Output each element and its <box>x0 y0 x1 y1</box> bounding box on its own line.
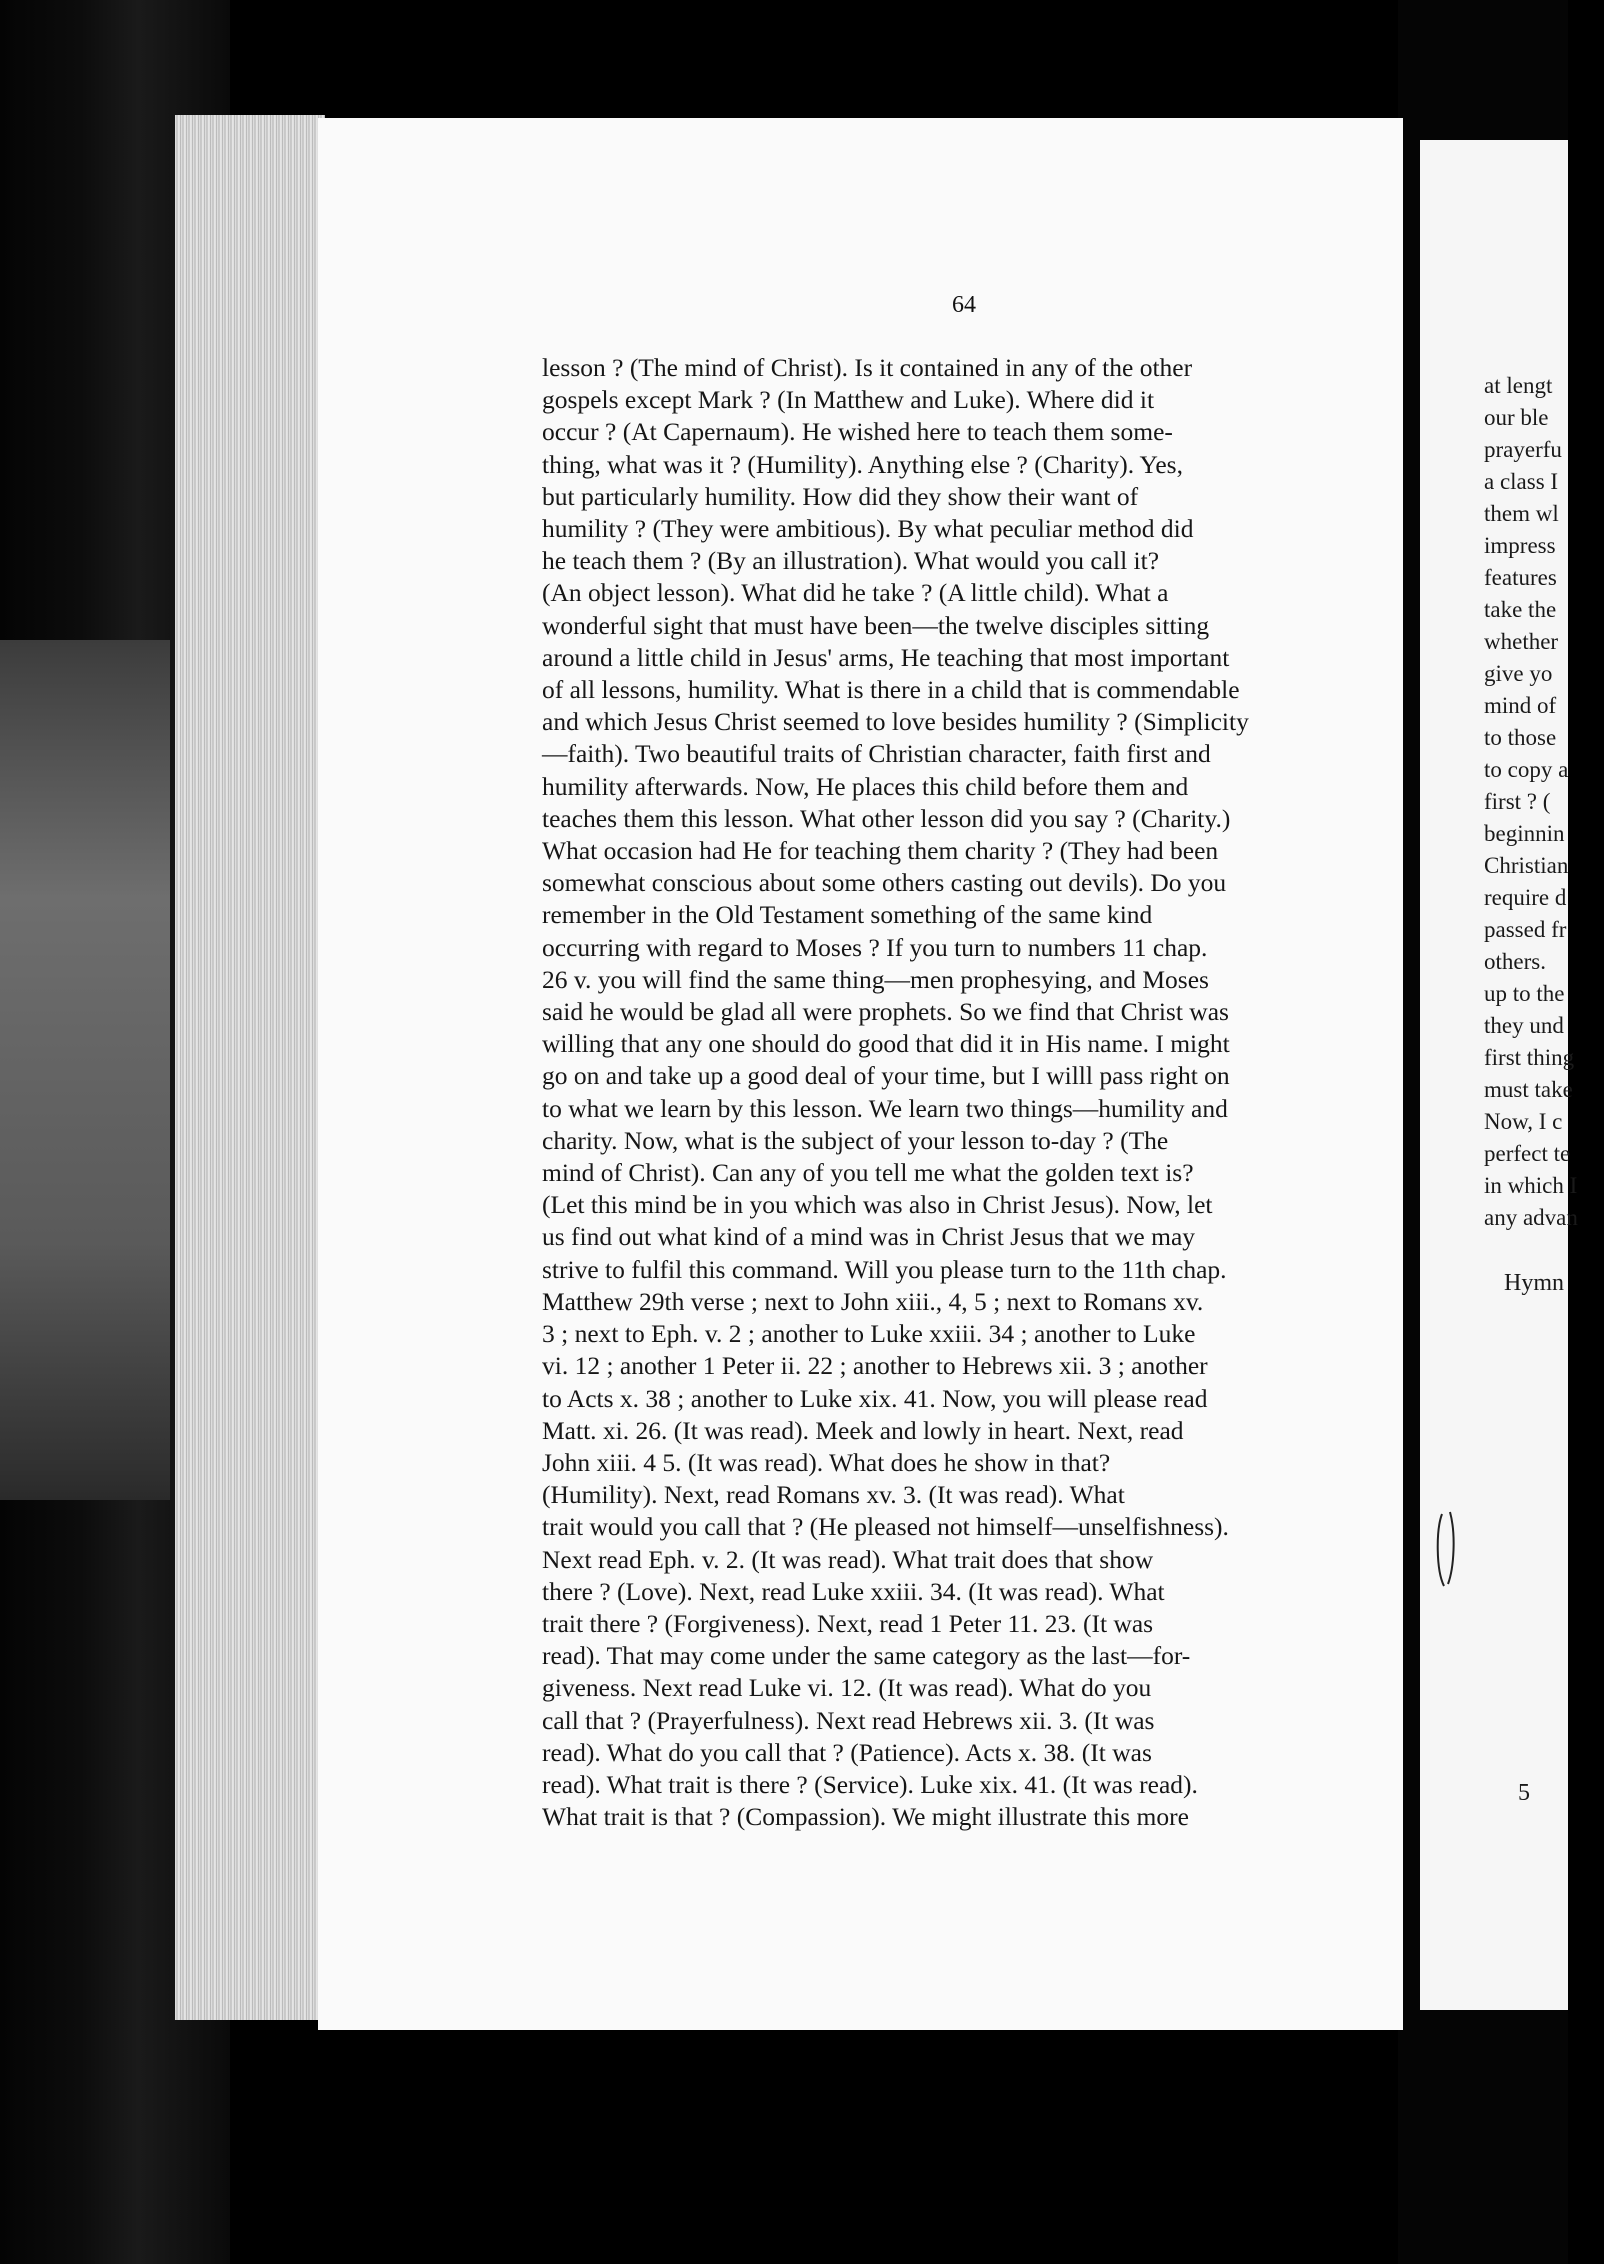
facing-text-line: Now, I c <box>1484 1109 1563 1134</box>
text-line: gospels except Mark ? (In Matthew and Luke). Where did it <box>542 385 1155 415</box>
text-line: occurring with regard to Moses ? If you turn to numbers 11 chap. <box>542 932 1208 962</box>
facing-page-hymn-heading: Hymn <box>1504 1270 1564 1296</box>
facing-text-line: them wl <box>1484 501 1559 526</box>
text-line: lesson ? (The mind of Christ). Is it contained in any of the other <box>542 353 1193 382</box>
facing-text-line: mind of <box>1484 693 1557 718</box>
text-line: call that ? (Prayerfulness). Next read Hebrews xii. 3. (It was <box>542 1705 1155 1735</box>
text-line: occur ? (At Capernaum). He wished here to teach them some- <box>542 417 1173 447</box>
facing-text-line: impress <box>1484 533 1556 558</box>
text-line: us find out what kind of a mind was in Christ Jesus that we may <box>542 1222 1196 1252</box>
facing-text-line: give yo <box>1484 661 1553 686</box>
facing-text-line: our ble <box>1484 405 1549 430</box>
text-line: to what we learn by this lesson. We learn two things—humility and <box>542 1093 1228 1123</box>
text-line: What trait is that ? (Compassion). We might illustrate this more <box>542 1802 1189 1832</box>
text-line: (An object lesson). What did he take ? (A little child). What a <box>542 578 1169 608</box>
text-line: he teach them ? (By an illustration). What would you call it? <box>542 546 1160 576</box>
text-line: vi. 12 ; another 1 Peter ii. 22 ; another to Hebrews xii. 3 ; another <box>542 1351 1208 1381</box>
facing-text-line: first ? ( <box>1484 789 1551 814</box>
facing-text-line: first thing <box>1484 1045 1575 1070</box>
text-line: there ? (Love). Next, read Luke xxiii. 34. (It was read). What <box>542 1576 1165 1606</box>
text-line: charity. Now, what is the subject of your lesson to-day ? (The <box>542 1125 1169 1155</box>
text-line: humility afterwards. Now, He places this child before them and <box>542 771 1189 801</box>
page-number: 64 <box>952 292 976 318</box>
book-page-edges <box>175 115 325 2020</box>
text-line: 3 ; next to Eph. v. 2 ; another to Luke xxiii. 34 ; another to Luke <box>542 1319 1196 1349</box>
facing-text-line: prayerfu <box>1484 437 1562 462</box>
text-line: read). What do you call that ? (Patience). Acts x. 38. (It was <box>542 1737 1152 1767</box>
facing-text-line: features <box>1484 565 1557 590</box>
text-line: —faith). Two beautiful traits of Christian character, faith first and <box>542 739 1211 769</box>
facing-text-line: they und <box>1484 1013 1564 1038</box>
text-line: wonderful sight that must have been—the twelve disciples sitting <box>542 610 1210 640</box>
text-line: around a little child in Jesus' arms, He teaching that most important <box>542 642 1230 672</box>
text-line: Matthew 29th verse ; next to John xiii., 4, 5 ; next to Romans xv. <box>542 1286 1204 1316</box>
facing-text-line: in which I <box>1484 1173 1578 1198</box>
facing-page-number: 5 <box>1518 1780 1530 1806</box>
text-line: humility ? (They were ambitious). By what peculiar method did <box>542 514 1194 544</box>
text-line: Matt. xi. 26. (It was read). Meek and lowly in heart. Next, read <box>542 1415 1184 1445</box>
text-line: read). What trait is there ? (Service). Luke xix. 41. (It was read). <box>542 1769 1198 1799</box>
text-line: thing, what was it ? (Humility). Anything else ? (Charity). Yes, <box>542 449 1183 479</box>
text-line: remember in the Old Testament something of the same kind <box>542 900 1153 930</box>
text-line: strive to fulfil this command. Will you please turn to the 11th chap. <box>542 1254 1227 1284</box>
facing-text-line: require d <box>1484 885 1567 910</box>
text-line: mind of Christ). Can any of you tell me what the golden text is? <box>542 1158 1194 1188</box>
text-line: John xiii. 4 5. (It was read). What does he show in that? <box>542 1447 1111 1477</box>
text-line: teaches them this lesson. What other lesson did you say ? (Charity.) <box>542 803 1231 833</box>
facing-text-line: whether <box>1484 629 1559 654</box>
facing-text-line: Christian <box>1484 853 1569 878</box>
facing-text-line: at lengt <box>1484 373 1553 398</box>
text-line: said he would be glad all were prophets. So we find that Christ was <box>542 997 1229 1027</box>
facing-text-line: perfect te <box>1484 1141 1571 1166</box>
text-line: (Humility). Next, read Romans xv. 3. (It was read). What <box>542 1480 1125 1510</box>
facing-text-line: others. <box>1484 949 1546 974</box>
facing-text-line: passed fr <box>1484 917 1567 942</box>
text-line: trait there ? (Forgiveness). Next, read 1 Peter 11. 23. (It was <box>542 1608 1154 1638</box>
facing-page-text <box>1484 370 1604 1234</box>
text-line: somewhat conscious about some others casting out devils). Do you <box>542 868 1227 898</box>
pencil-mark-icon <box>1434 1510 1460 1590</box>
text-line: Next read Eph. v. 2. (It was read). What trait does that show <box>542 1544 1154 1574</box>
text-line: but particularly humility. How did they show their want of <box>542 481 1139 511</box>
facing-text-line: up to the <box>1484 981 1565 1006</box>
text-line: (Let this mind be in you which was also in Christ Jesus). Now, let <box>542 1190 1213 1220</box>
facing-text-line: to those <box>1484 725 1557 750</box>
text-line: read). That may come under the same category as the last—for- <box>542 1641 1191 1671</box>
facing-page-fragment <box>1420 140 1578 2010</box>
facing-text-line: take the <box>1484 597 1557 622</box>
page-body-text <box>542 352 1362 1833</box>
text-line: trait would you call that ? (He pleased not himself—unselfishness). <box>542 1512 1229 1542</box>
text-line: to Acts x. 38 ; another to Luke xix. 41. Now, you will please read <box>542 1383 1208 1413</box>
text-line: What occasion had He for teaching them charity ? (They had been <box>542 836 1219 866</box>
facing-text-line: a class I <box>1484 469 1559 494</box>
text-line: willing that any one should do good that did it in His name. I might <box>542 1029 1230 1059</box>
text-line: of all lessons, humility. What is there in a child that is commendable <box>542 675 1240 705</box>
text-line: 26 v. you will find the same thing—men prophesying, and Moses <box>542 964 1209 994</box>
facing-text-line: to copy a <box>1484 757 1569 782</box>
scan-shadow-left <box>0 640 170 1500</box>
facing-text-line: any advan <box>1484 1205 1578 1230</box>
text-line: and which Jesus Christ seemed to love besides humility ? (Simplicity <box>542 707 1249 737</box>
facing-text-line: beginnin <box>1484 821 1565 846</box>
text-line: go on and take up a good deal of your time, but I willl pass right on <box>542 1061 1230 1091</box>
text-line: giveness. Next read Luke vi. 12. (It was read). What do you <box>542 1673 1152 1703</box>
facing-text-line: must take <box>1484 1077 1573 1102</box>
